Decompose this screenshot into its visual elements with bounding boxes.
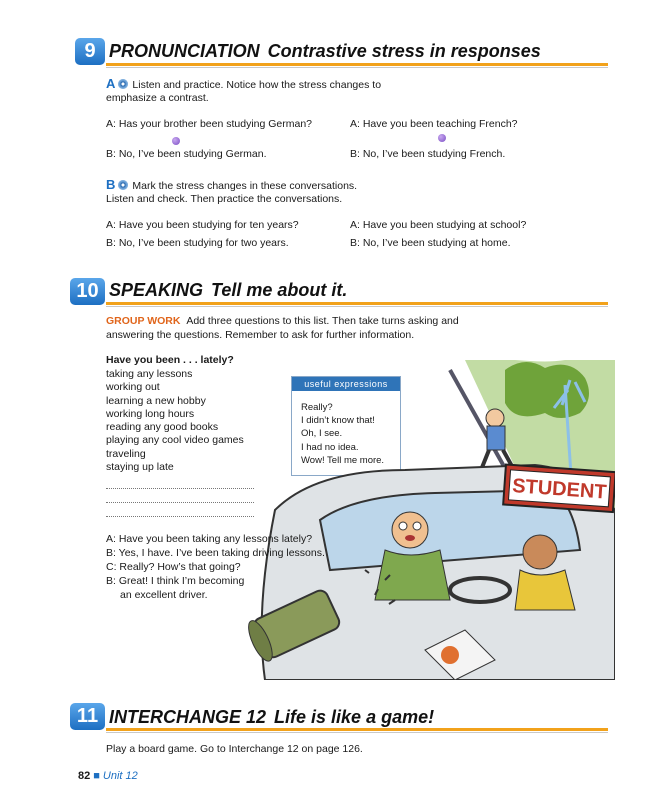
list-item: learning a new hobby (106, 394, 206, 407)
section-subtitle: Tell me about it. (211, 280, 348, 300)
instruction-line: Listen and check. Then practice the conversations. (106, 193, 343, 205)
dialog-line: B: No, I’ve been studying for two years. (106, 237, 289, 249)
section-title: INTERCHANGE 12 (109, 707, 267, 727)
section-number-badge (70, 703, 105, 730)
student-sign-text: STUDENT (511, 475, 608, 504)
expression-item: I didn’t know that! (301, 415, 375, 427)
activity-list (106, 368, 244, 474)
list-heading: Have you been . . . lately? (106, 354, 234, 366)
list-item: staying up late (106, 461, 174, 474)
list-item: working long hours (106, 407, 195, 420)
group-work-label: GROUP WORK (106, 315, 181, 327)
section-title: PRONUNCIATION (109, 41, 260, 61)
dialog-line: A: Have you been teaching French? (350, 118, 518, 130)
section-title: SPEAKING (109, 280, 204, 300)
student-driver-illustration (235, 360, 615, 680)
section-number: 11 (76, 705, 99, 727)
part-a-instruction (106, 77, 381, 93)
section-rule (106, 63, 608, 66)
list-item: traveling (106, 447, 146, 460)
instruction-line: Mark the stress changes in these conversations. (132, 180, 358, 192)
section-number-badge (75, 38, 105, 65)
list-item: taking any lessons (106, 368, 193, 380)
instruction-line: Add three questions to this list. Then take turns asking and (186, 315, 459, 327)
write-in-line[interactable] (106, 502, 254, 503)
section-rule-shadow (106, 732, 608, 733)
dialog-line: A: Has your brother been studying German? (106, 118, 313, 130)
expression-item: Wow! Tell me more. (301, 454, 385, 466)
square-bullet-icon: ■ (93, 770, 100, 782)
instruction-line: Play a board game. Go to Interchange 12 on page 126. (106, 743, 363, 755)
section-rule-shadow (106, 67, 608, 68)
list-item: reading any good books (106, 421, 219, 434)
conversation-line: B: Great! I think I’m becoming (106, 575, 245, 587)
section-number: 9 (84, 40, 96, 62)
audio-cd-icon[interactable] (118, 79, 128, 89)
instruction-line: emphasize a contrast. (106, 92, 209, 104)
instruction-line: answering the questions. Remember to ask for further information. (106, 329, 415, 341)
group-work-instruction (106, 315, 459, 329)
expression-item: Oh, I see. (301, 428, 343, 440)
dialog-line: B: No, I’ve been studying German. (106, 148, 267, 160)
part-a-letter: A (106, 76, 116, 91)
section-rule-shadow (106, 306, 608, 307)
dialog-line: A: Have you been studying for ten years? (106, 219, 299, 231)
section-rule (106, 728, 608, 731)
conversation-line: A: Have you been taking any lessons lately? (106, 533, 313, 545)
section-number-badge (70, 278, 105, 305)
write-in-line[interactable] (106, 516, 254, 517)
section-subtitle: Life is like a game! (274, 707, 435, 727)
unit-label: Unit 12 (102, 770, 138, 782)
expression-item: Really? (301, 402, 333, 413)
part-b-instruction (106, 178, 357, 194)
part-b-letter: B (106, 177, 116, 192)
conversation-line: B: Yes, I have. I’ve been taking driving lessons. (106, 547, 325, 559)
section-heading (109, 280, 347, 301)
stress-dot-icon (172, 137, 180, 145)
page-footer (78, 770, 138, 782)
expression-item: I had no idea. (301, 441, 359, 453)
conversation-line: an excellent driver. (120, 589, 208, 601)
dialog-line: B: No, I’ve been studying at home. (350, 237, 511, 249)
section-subtitle: Contrastive stress in responses (267, 41, 541, 61)
stress-dot-icon (438, 134, 446, 142)
useful-expressions-heading: useful expressions (292, 377, 400, 391)
audio-cd-icon[interactable] (118, 180, 128, 190)
instruction-line: Listen and practice. Notice how the stress changes to (132, 79, 382, 91)
dialog-line: B: No, I’ve been studying French. (350, 148, 506, 160)
write-in-line[interactable] (106, 488, 254, 489)
list-item: playing any cool video games (106, 434, 244, 447)
section-number: 10 (76, 280, 99, 302)
dialog-line: A: Have you been studying at school? (350, 219, 527, 231)
list-item: working out (106, 381, 160, 394)
section-rule (106, 302, 608, 305)
page-number: 82 (78, 770, 91, 782)
section-heading (109, 41, 541, 62)
section-heading (109, 707, 434, 728)
conversation-line: C: Really? How’s that going? (106, 561, 241, 573)
